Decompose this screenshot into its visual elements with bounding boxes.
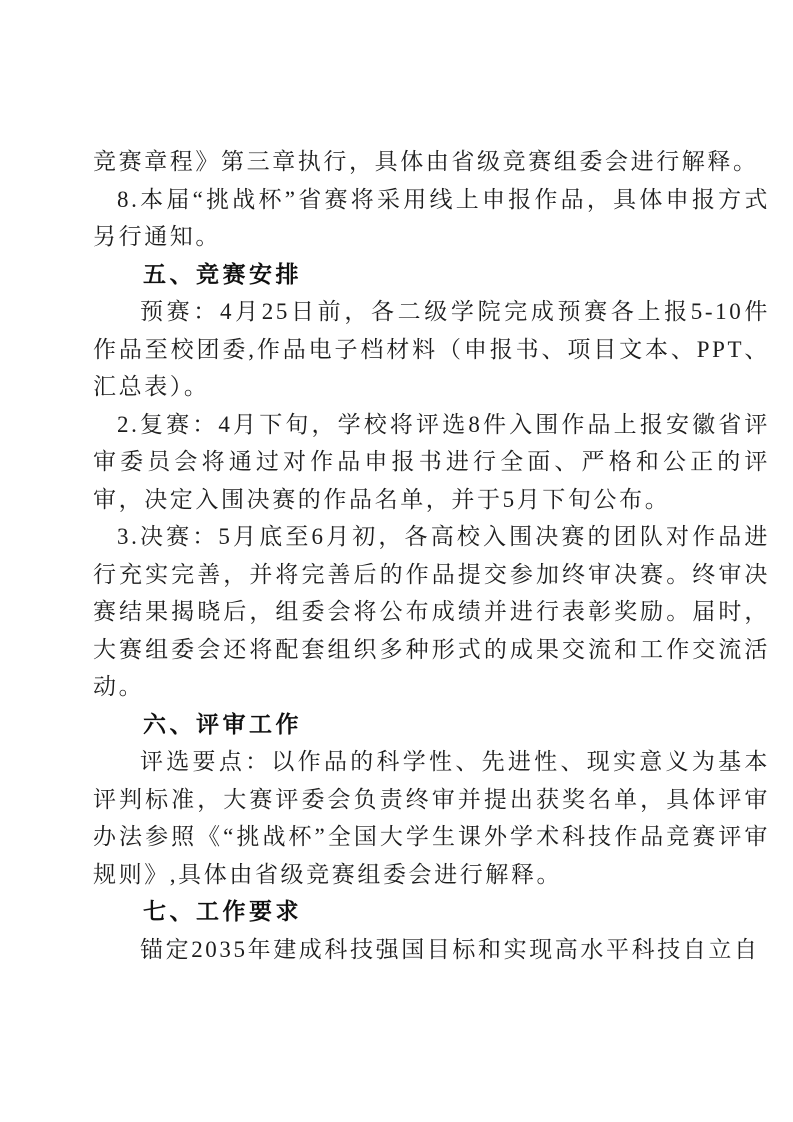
section-heading: 六、评审工作	[143, 710, 302, 737]
document-body	[93, 143, 770, 968]
body-paragraph: 评选要点：以作品的科学性、先进性、现实意义为基本评判标准，大赛评委会负责终审并提出获奖名单，具体评审办法参照《“挑战杯”全国大学生课外学术科技作品竞赛评审规则》,具体由省级竞赛组委会进行解释。	[93, 749, 770, 887]
body-paragraph: 2.复赛：4月下旬，学校将评选8件入围作品上报安徽省评审委员会将通过对作品申报书进行全面、严格和公正的评审，决定入围决赛的作品名单，并于5月下旬公布。	[93, 411, 770, 512]
body-paragraph: 锚定2035年建成科技强国目标和实现高水平科技自立自	[140, 936, 760, 962]
section-heading: 七、工作要求	[143, 898, 302, 924]
section-heading: 五、竞赛安排	[143, 260, 302, 287]
body-paragraph: 预赛：4月25日前，各二级学院完成预赛各上报5-10件作品至校团委,作品电子档材料（申报书、项目文本、PPT、汇总表）。	[93, 299, 770, 399]
body-paragraph: 竞赛章程》第三章执行，具体由省级竞赛组委会进行解释。	[93, 149, 759, 174]
body-paragraph: 8.本届“挑战杯”省赛将采用线上申报作品，具体申报方式另行通知。	[93, 186, 770, 249]
body-paragraph: 3.决赛：5月底至6月初，各高校入围决赛的团队对作品进行充实完善，并将完善后的作品提交参加终审决赛。终审决赛结果揭晓后，组委会将公布成绩并进行表彰奖励。届时，大赛组委会还将配套组织多种形式的成果交流和工作交流活动。	[93, 524, 770, 699]
